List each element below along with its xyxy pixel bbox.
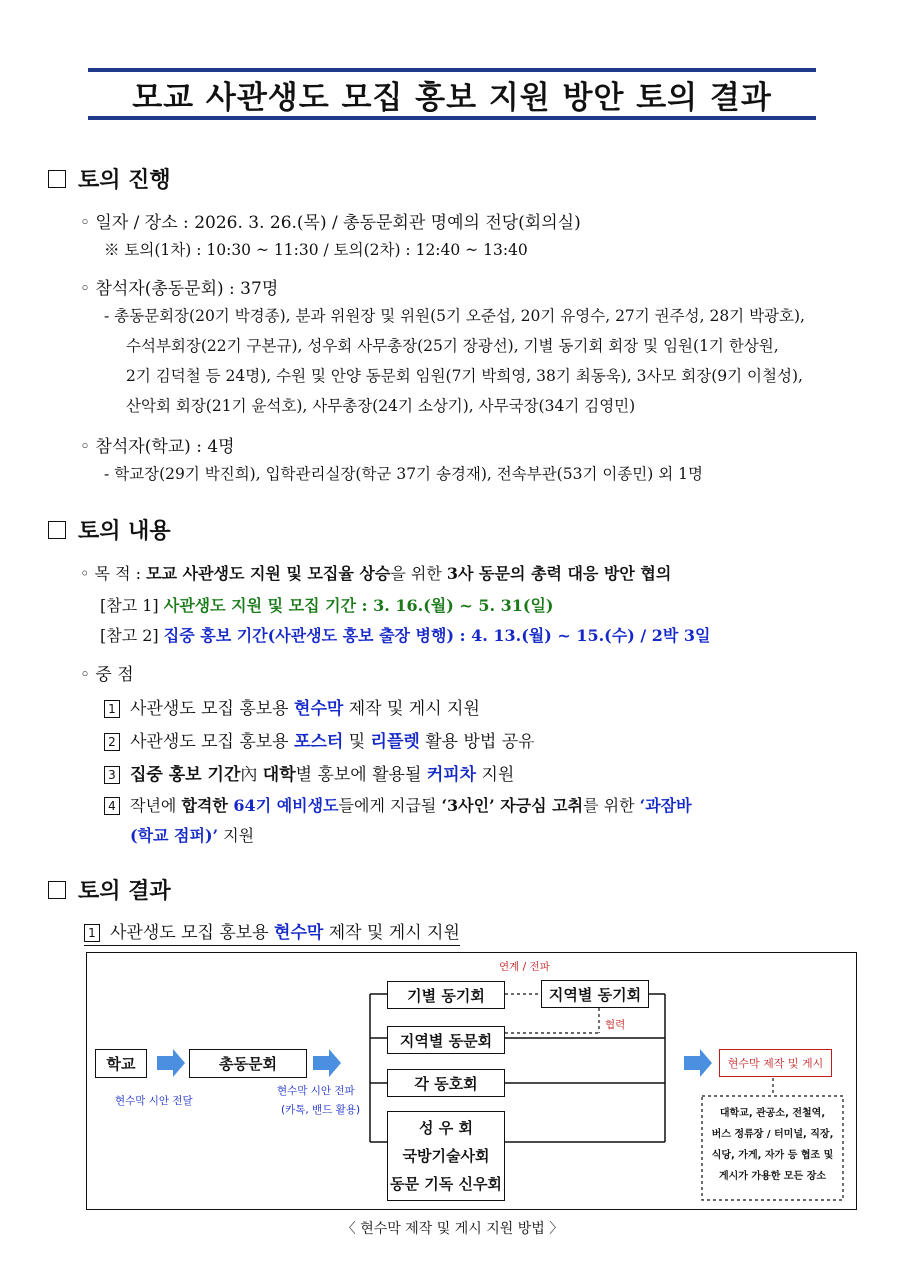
hq-note-1: 현수막 시안 전파 [277,1085,355,1097]
node-groups [387,1111,505,1201]
attendees-alumni-line-3: 2기 김덕철 등 24명), 수원 및 안양 동문회 임원(7기 박희영, 38기 최동욱), 3사모 회장(9기 이철성), [126,367,803,385]
square-bullet-icon [48,170,66,188]
node-school: 학교 [95,1049,147,1078]
section-heading-result: 토의 결과 [48,874,171,905]
reference-1: [참고 1] 사관생도 지원 및 모집 기간 : 3. 16.(월) ~ 5. 31(일) [100,596,554,615]
attendees-alumni-line-2: 수석부회장(22기 구본규), 성우회 사무총장(25기 장광선), 기별 동기회 회장 및 임원(1기 한상원, [126,337,779,355]
focus-heading: ◦ 중 점 [80,665,134,685]
square-bullet-icon [48,521,66,539]
result-subheading: 1 사관생도 모집 홍보용 현수막 제작 및 게시 지원 [84,918,460,946]
section-heading-content: 토의 내용 [48,514,171,545]
purpose-line: ◦ 목 적 : 모교 사관생도 지원 및 모집율 상승을 위한 3사 동문의 총력 대응 방안 협의 [80,564,672,583]
focus-item-1: 1 사관생도 모집 홍보용 현수막 제작 및 게시 지원 [104,694,480,719]
node-gen-assoc: 기별 동기회 [387,981,505,1009]
node-clubs: 각 동호회 [387,1069,505,1097]
focus-item-2: 2 사관생도 모집 홍보용 포스터 및 리플렛 활용 방법 공유 [104,727,535,752]
attendees-alumni-line-1: - 총동문회장(20기 박경종), 분과 위원장 및 위원(5기 오준섭, 20기 유영수, 27기 권주성, 28기 박광호), [104,307,805,325]
focus-item-3: 3 집중 홍보 기간內 대학별 홍보에 활용될 커피차 지원 [104,760,514,785]
school-note: 현수막 시안 전달 [115,1095,193,1107]
page-title: 모교 사관생도 모집 홍보 지원 방안 토의 결과 [132,79,772,116]
coop-label: 협력 [605,1019,626,1031]
reference-2: [참고 2] 집중 홍보 기간(사관생도 홍보 출장 병행) : 4. 13.(월) ~ 15.(수) / 2박 3일 [100,626,711,645]
square-bullet-icon [48,881,66,899]
time-note: ※ 토의(1차) : 10:30 ~ 11:30 / 토의(2차) : 12:40 ~ 13:40 [104,241,528,259]
node-result: 현수막 제작 및 게시 [719,1049,832,1077]
section-heading-progress: 토의 진행 [48,163,171,194]
node-hq: 총동문회 [189,1049,307,1078]
link-label: 연계 / 전파 [499,961,550,973]
group-defense-tech: 국방기술사회 [402,1147,490,1165]
attendees-alumni-heading: ◦ 참석자(총동문회) : 37명 [80,279,279,299]
places-list: 대학교, 관공소, 전철역, 버스 정류장 / 터미널, 직장, 식당, 가게, 자가 등 협조 및 게시가 가용한 모든 장소 [711,1108,834,1182]
banner-flow-diagram [86,952,857,1210]
attendees-school-heading: ◦ 참석자(학교) : 4명 [80,437,235,457]
group-seongwoo: 성 우 회 [419,1119,473,1137]
diagram-caption: 〈 현수막 제작 및 게시 지원 방법 〉 [341,1221,564,1237]
focus-item-4-cont: (학교 점퍼)’ 지원 [130,826,255,845]
attendees-alumni-line-4: 산악회 회장(21기 윤석호), 사무총장(24기 소상기), 사무국장(34기 김영민) [126,397,636,415]
attendees-school-line-1: - 학교장(29기 박진희), 입학관리실장(학군 37기 송경재), 전속부관(53기 이종민) 외 1명 [104,465,703,483]
node-regional-alumni: 지역별 동문회 [387,1026,505,1054]
date-place-line: ◦ 일자 / 장소 : 2026. 3. 26.(목) / 총동문회관 명예의 전당(회의실) [80,213,581,233]
hq-note-2: (카톡, 밴드 활용) [281,1104,361,1116]
node-regional-gen: 지역별 동기회 [541,980,649,1008]
group-christian: 동문 기독 신우회 [390,1175,502,1193]
focus-item-4: 4 작년에 합격한 64기 예비생도들에게 지급될 ‘3사인’ 자긍심 고취를 위한 ‘과잠바 [104,793,692,816]
title-box [88,68,816,120]
